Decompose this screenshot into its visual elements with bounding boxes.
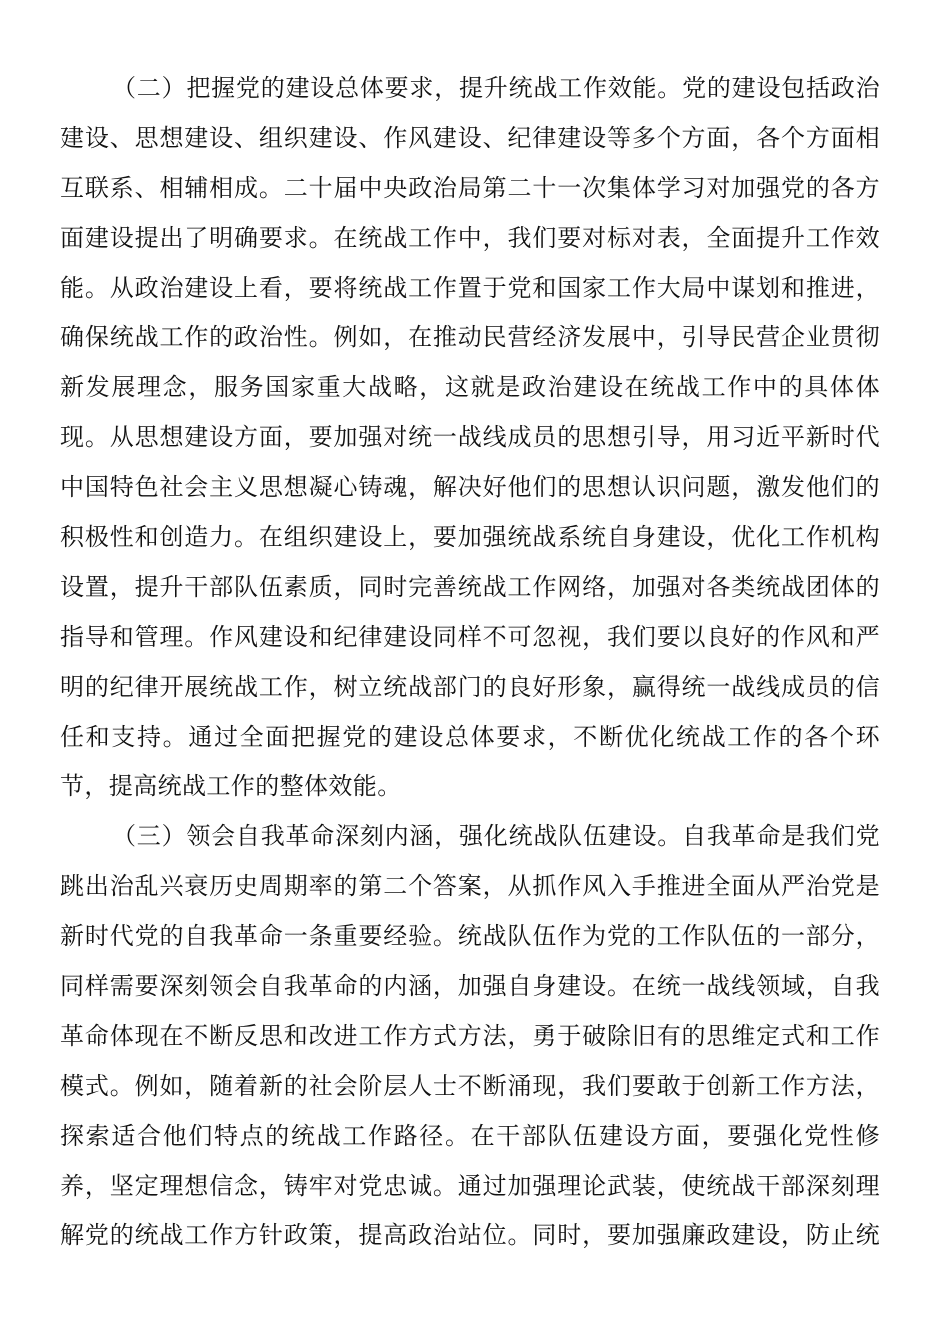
paragraph-2-line-6: 确保统战工作的政治性。例如，在推动民营经济发展中，引导民营企业贯彻 bbox=[60, 323, 880, 352]
paragraph-2-line-11: 设置，提升干部队伍素质，同时完善统战工作网络，加强对各类统战团体的 bbox=[60, 572, 880, 601]
paragraph-2-line-4: 面建设提出了明确要求。在统战工作中，我们要对标对表，全面提升工作效 bbox=[60, 223, 880, 252]
paragraph-3-line-7: 探索适合他们特点的统战工作路径。在干部队伍建设方面，要强化党性修 bbox=[60, 1121, 880, 1150]
paragraph-3-line-1: （三）领会自我革命深刻内涵，强化统战队伍建设。自我革命是我们党 bbox=[112, 822, 880, 851]
paragraph-2-line-3: 互联系、相辅相成。二十届中央政治局第二十一次集体学习对加强党的各方 bbox=[60, 173, 880, 202]
paragraph-2-line-8: 现。从思想建设方面，要加强对统一战线成员的思想引导，用习近平新时代 bbox=[60, 423, 880, 452]
paragraph-2-line-9: 中国特色社会主义思想凝心铸魂，解决好他们的思想认识问题，激发他们的 bbox=[60, 473, 880, 502]
paragraph-2-line-7: 新发展理念，服务国家重大战略，这就是政治建设在统战工作中的具体体 bbox=[60, 373, 880, 402]
paragraph-2-line-15: 节，提高统战工作的整体效能。 bbox=[60, 772, 402, 801]
paragraph-3-line-2: 跳出治乱兴衰历史周期率的第二个答案，从抓作风入手推进全面从严治党是 bbox=[60, 872, 880, 901]
paragraph-3-line-4: 同样需要深刻领会自我革命的内涵，加强自身建设。在统一战线领域，自我 bbox=[60, 972, 880, 1001]
paragraph-2-line-12: 指导和管理。作风建设和纪律建设同样不可忽视，我们要以良好的作风和严 bbox=[60, 622, 880, 651]
paragraph-3-line-8: 养，坚定理想信念，铸牢对党忠诚。通过加强理论武装，使统战干部深刻理 bbox=[60, 1171, 880, 1200]
paragraph-2-line-1: （二）把握党的建设总体要求，提升统战工作效能。党的建设包括政治 bbox=[112, 74, 880, 102]
paragraph-2-line-5: 能。从政治建设上看，要将统战工作置于党和国家工作大局中谋划和推进， bbox=[60, 273, 880, 302]
paragraph-3-line-5: 革命体现在不断反思和改进工作方式方法，勇于破除旧有的思维定式和工作 bbox=[60, 1021, 880, 1050]
paragraph-3-line-9: 解党的统战工作方针政策，提高政治站位。同时，要加强廉政建设，防止统 bbox=[60, 1221, 880, 1250]
paragraph-2-line-14: 任和支持。通过全面把握党的建设总体要求，不断优化统战工作的各个环 bbox=[60, 722, 880, 751]
document-body bbox=[60, 64, 880, 1261]
paragraph-3-line-3: 新时代党的自我革命一条重要经验。统战队伍作为党的工作队伍的一部分， bbox=[60, 922, 880, 951]
paragraph-2-line-10: 积极性和创造力。在组织建设上，要加强统战系统自身建设，优化工作机构 bbox=[60, 523, 880, 552]
paragraph-3-line-6: 模式。例如，随着新的社会阶层人士不断涌现，我们要敢于创新工作方法， bbox=[60, 1071, 880, 1100]
paragraph-2-line-2: 建设、思想建设、组织建设、作风建设、纪律建设等多个方面，各个方面相 bbox=[60, 123, 880, 152]
paragraph-2-line-13: 明的纪律开展统战工作，树立统战部门的良好形象，赢得统一战线成员的信 bbox=[60, 672, 880, 701]
